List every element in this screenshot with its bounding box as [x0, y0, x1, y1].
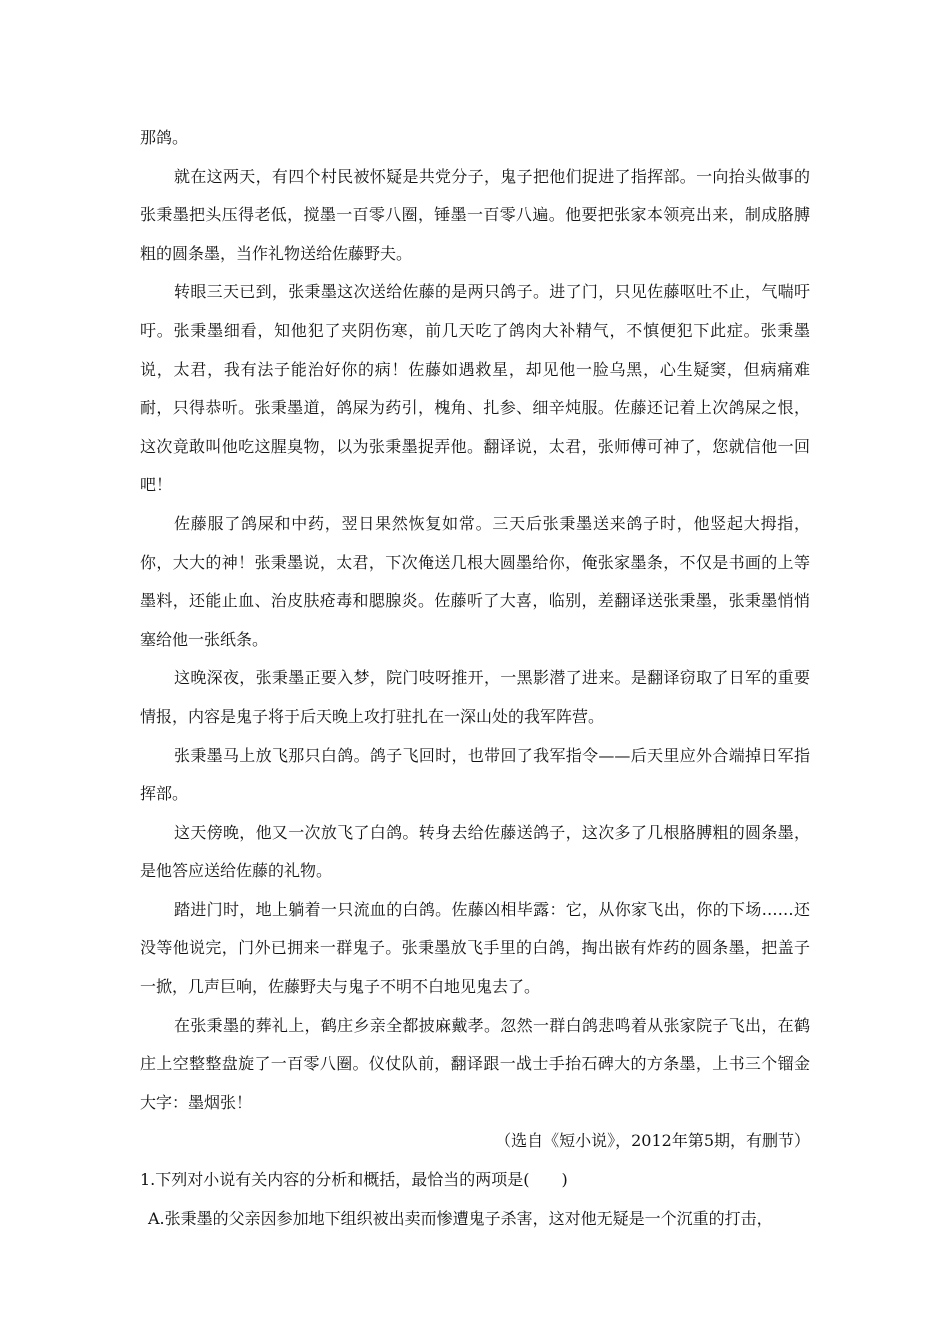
story-text [140, 119, 810, 1238]
paragraph: 在张秉墨的葬礼上，鹤庄乡亲全都披麻戴孝。忽然一群白鸽悲鸣着从张家院子飞出，在鹤庄上空整整盘旋了一百零八圈。仪仗队前，翻译跟一战士手抬石碑大的方条墨，上书三个镏金大字：墨烟张！ [140, 1015, 810, 1112]
question-option-a: A.张秉墨的父亲因参加地下组织被出卖而惨遭鬼子杀害，这对他无疑是一个沉重的打击， [148, 1208, 773, 1228]
source-citation: （选自《短小说》，2012年第5期，有删节） [495, 1131, 810, 1151]
paragraph: 就在这两天，有四个村民被怀疑是共党分子，鬼子把他们捉进了指挥部。一向抬头做事的张秉墨把头压得老低，搅墨一百零八圈，锤墨一百零八遍。他要把张家本领亮出来，制成胳膊粗的圆条墨，当作礼物送给佐藤野夫。 [140, 166, 810, 263]
paragraph: 这天傍晚，他又一次放飞了白鸽。转身去给佐藤送鸽子，这次多了几根胳膊粗的圆条墨，是他答应送给佐藤的礼物。 [140, 822, 810, 881]
paragraph: 踏进门时，地上躺着一只流血的白鸽。佐藤凶相毕露：它，从你家飞出，你的下场……还没等他说完，门外已拥来一群鬼子。张秉墨放飞手里的白鸽，掏出嵌有炸药的圆条墨，把盖子一掀，几声巨响，佐藤野夫与鬼子不明不白地见鬼去了。 [140, 899, 810, 997]
paragraph: 这晚深夜，张秉墨正要入梦，院门吱呀推开，一黑影潜了进来。是翻译窃取了日军的重要情报，内容是鬼子将于后天晚上攻打驻扎在一深山处的我军阵营。 [140, 668, 810, 726]
paragraph: 转眼三天已到，张秉墨这次送给佐藤的是两只鸽子。进了门，只见佐藤呕吐不止，气喘吁吁。张秉墨细看，知他犯了夹阴伤寒，前几天吃了鸽肉大补精气，不慎便犯下此症。张秉墨说，太君，我有法子能治好你的病！佐藤如遇救星，却见他一脸乌黑，心生疑窦，但病痛难耐，只得恭听。张秉墨道，鸽屎为药引，槐角、扎参、细辛炖服。佐藤还记着上次鸽屎之恨，这次竟敢叫他吃这腥臭物，以为张秉墨捉弄他。翻译说，太君，张师傅可神了，您就信他一回吧！ [140, 282, 810, 495]
question-stem: 1.下列对小说有关内容的分析和概括，最恰当的两项是( ) [140, 1170, 568, 1190]
paragraph: 那鸽。 [140, 128, 189, 147]
paragraph: 张秉墨马上放飞那只白鸽。鸽子飞回时，也带回了我军指令——后天里应外合端掉日军指挥部。 [140, 745, 810, 804]
paragraph: 佐藤服了鸽屎和中药，翌日果然恢复如常。三天后张秉墨送来鸽子时，他竖起大拇指，你，大大的神！张秉墨说，太君，下次俺送几根大圆墨给你，俺张家墨条，不仅是书画的上等墨料，还能止血、治皮肤疮毒和腮腺炎。佐藤听了大喜，临别，差翻译送张秉墨，张秉墨悄悄塞给他一张纸条。 [140, 513, 810, 649]
